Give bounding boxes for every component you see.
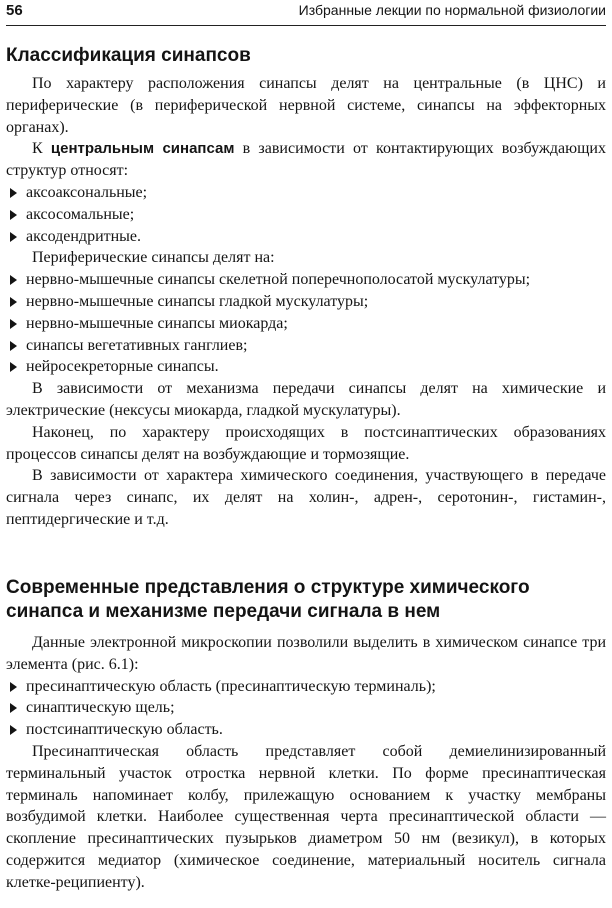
list-item [6, 313, 606, 335]
list-item [6, 269, 606, 291]
bullet-triangle-icon [10, 725, 17, 735]
bullet-triangle-icon [10, 362, 17, 372]
bullet-triangle-icon [10, 703, 17, 713]
list-item-text: аксоаксональные; [26, 183, 148, 201]
list-item-text: постсинаптическую область. [26, 721, 223, 739]
paragraph: Наконец, по характеру происходящих в постсинаптических образованиях процессов синапсы делят на возбуждающие и тормозящие. [6, 423, 606, 463]
running-title: Избранные лекции по нормальной физиологии [298, 2, 606, 18]
text-run: К [32, 140, 51, 158]
list-item-text: синаптическую щель; [26, 699, 175, 717]
bullet-triangle-icon [10, 319, 17, 329]
text-run: в зависимости от контактирующих возбуждающих структур относят: [6, 140, 606, 180]
list-item [6, 204, 606, 226]
list-item [6, 182, 606, 204]
list-item-text: нервно-мышечные синапсы миокарда; [26, 314, 288, 332]
synapse-elements-list [6, 676, 606, 741]
bullet-triangle-icon [10, 210, 17, 220]
paragraph: Данные электронной микроскопии позволили выделить в химическом синапсе три элемента (рис. 6.1): [6, 634, 606, 673]
list-item-text: аксодендритные. [26, 227, 142, 245]
list-item [6, 291, 606, 313]
bold-term: центральным синапсам [50, 140, 235, 158]
paragraph: Периферические синапсы делят на: [32, 249, 275, 267]
list-item [6, 335, 606, 357]
bullet-triangle-icon [10, 232, 17, 242]
list-item [6, 356, 606, 378]
list-item [6, 697, 606, 719]
section-body-classification [6, 73, 606, 531]
page-number: 56 [6, 2, 23, 19]
bullet-triangle-icon [10, 275, 17, 285]
central-synapses-list [6, 182, 606, 247]
bullet-triangle-icon [10, 341, 17, 351]
list-item [6, 676, 606, 698]
bullet-triangle-icon [10, 682, 17, 692]
paragraph [6, 138, 606, 182]
bullet-triangle-icon [10, 188, 17, 198]
list-item [6, 226, 606, 248]
list-item-text: нервно-мышечные синапсы скелетной поперечнополосатой мускулатуры; [26, 271, 531, 289]
list-item [6, 719, 606, 741]
paragraph: Пресинаптическая область представляет собой демиелинизированный терминальный участок отростка нервной клетки. По форме пресинаптическая терминаль напоминает колбу, прилежащую основанием к участку мембраны возбудимой клетки. Наиболее существенная черта пресинаптической области — скопление пресинаптических пузырьков диаметром 50 нм (везикул), в которых содержится медиатор (химическое соединение, материальный носитель сигнала клетке-реципиенту). [6, 742, 606, 891]
section-body-chemical-synapse [6, 632, 606, 894]
peripheral-synapses-list [6, 269, 606, 378]
list-item-text: синапсы вегетативных ганглиев; [26, 336, 248, 354]
list-item-text: нейросекреторные синапсы. [26, 358, 219, 376]
list-item-text: нервно-мышечные синапсы гладкой мускулатуры; [26, 292, 369, 310]
paragraph: По характеру расположения синапсы делят на центральные (в ЦНС) и периферические (в периферической нервной системе, синапсы на эффекторных органах). [6, 75, 606, 136]
section-title-chemical-synapse: Современные представления о структуре химического синапса и механизме передачи сигнала в нем [6, 577, 530, 622]
paragraph: В зависимости от механизма передачи синапсы делят на химические и электрические (нексусы миокарда, гладкой мускулатуры). [6, 380, 606, 419]
list-item-text: пресинаптическую область (пресинаптическую терминаль); [26, 677, 436, 695]
paragraph: В зависимости от характера химического соединения, участвующего в передаче сигнала через синапс, их делят на холин-, адрен-, серотонин-, гистамин-, пептидергические и т.д. [6, 467, 606, 528]
list-item-text: аксосомальные; [26, 205, 135, 223]
running-header [6, 0, 606, 26]
bullet-triangle-icon [10, 297, 17, 307]
section-title-classification: Классификация синапсов [6, 45, 251, 66]
